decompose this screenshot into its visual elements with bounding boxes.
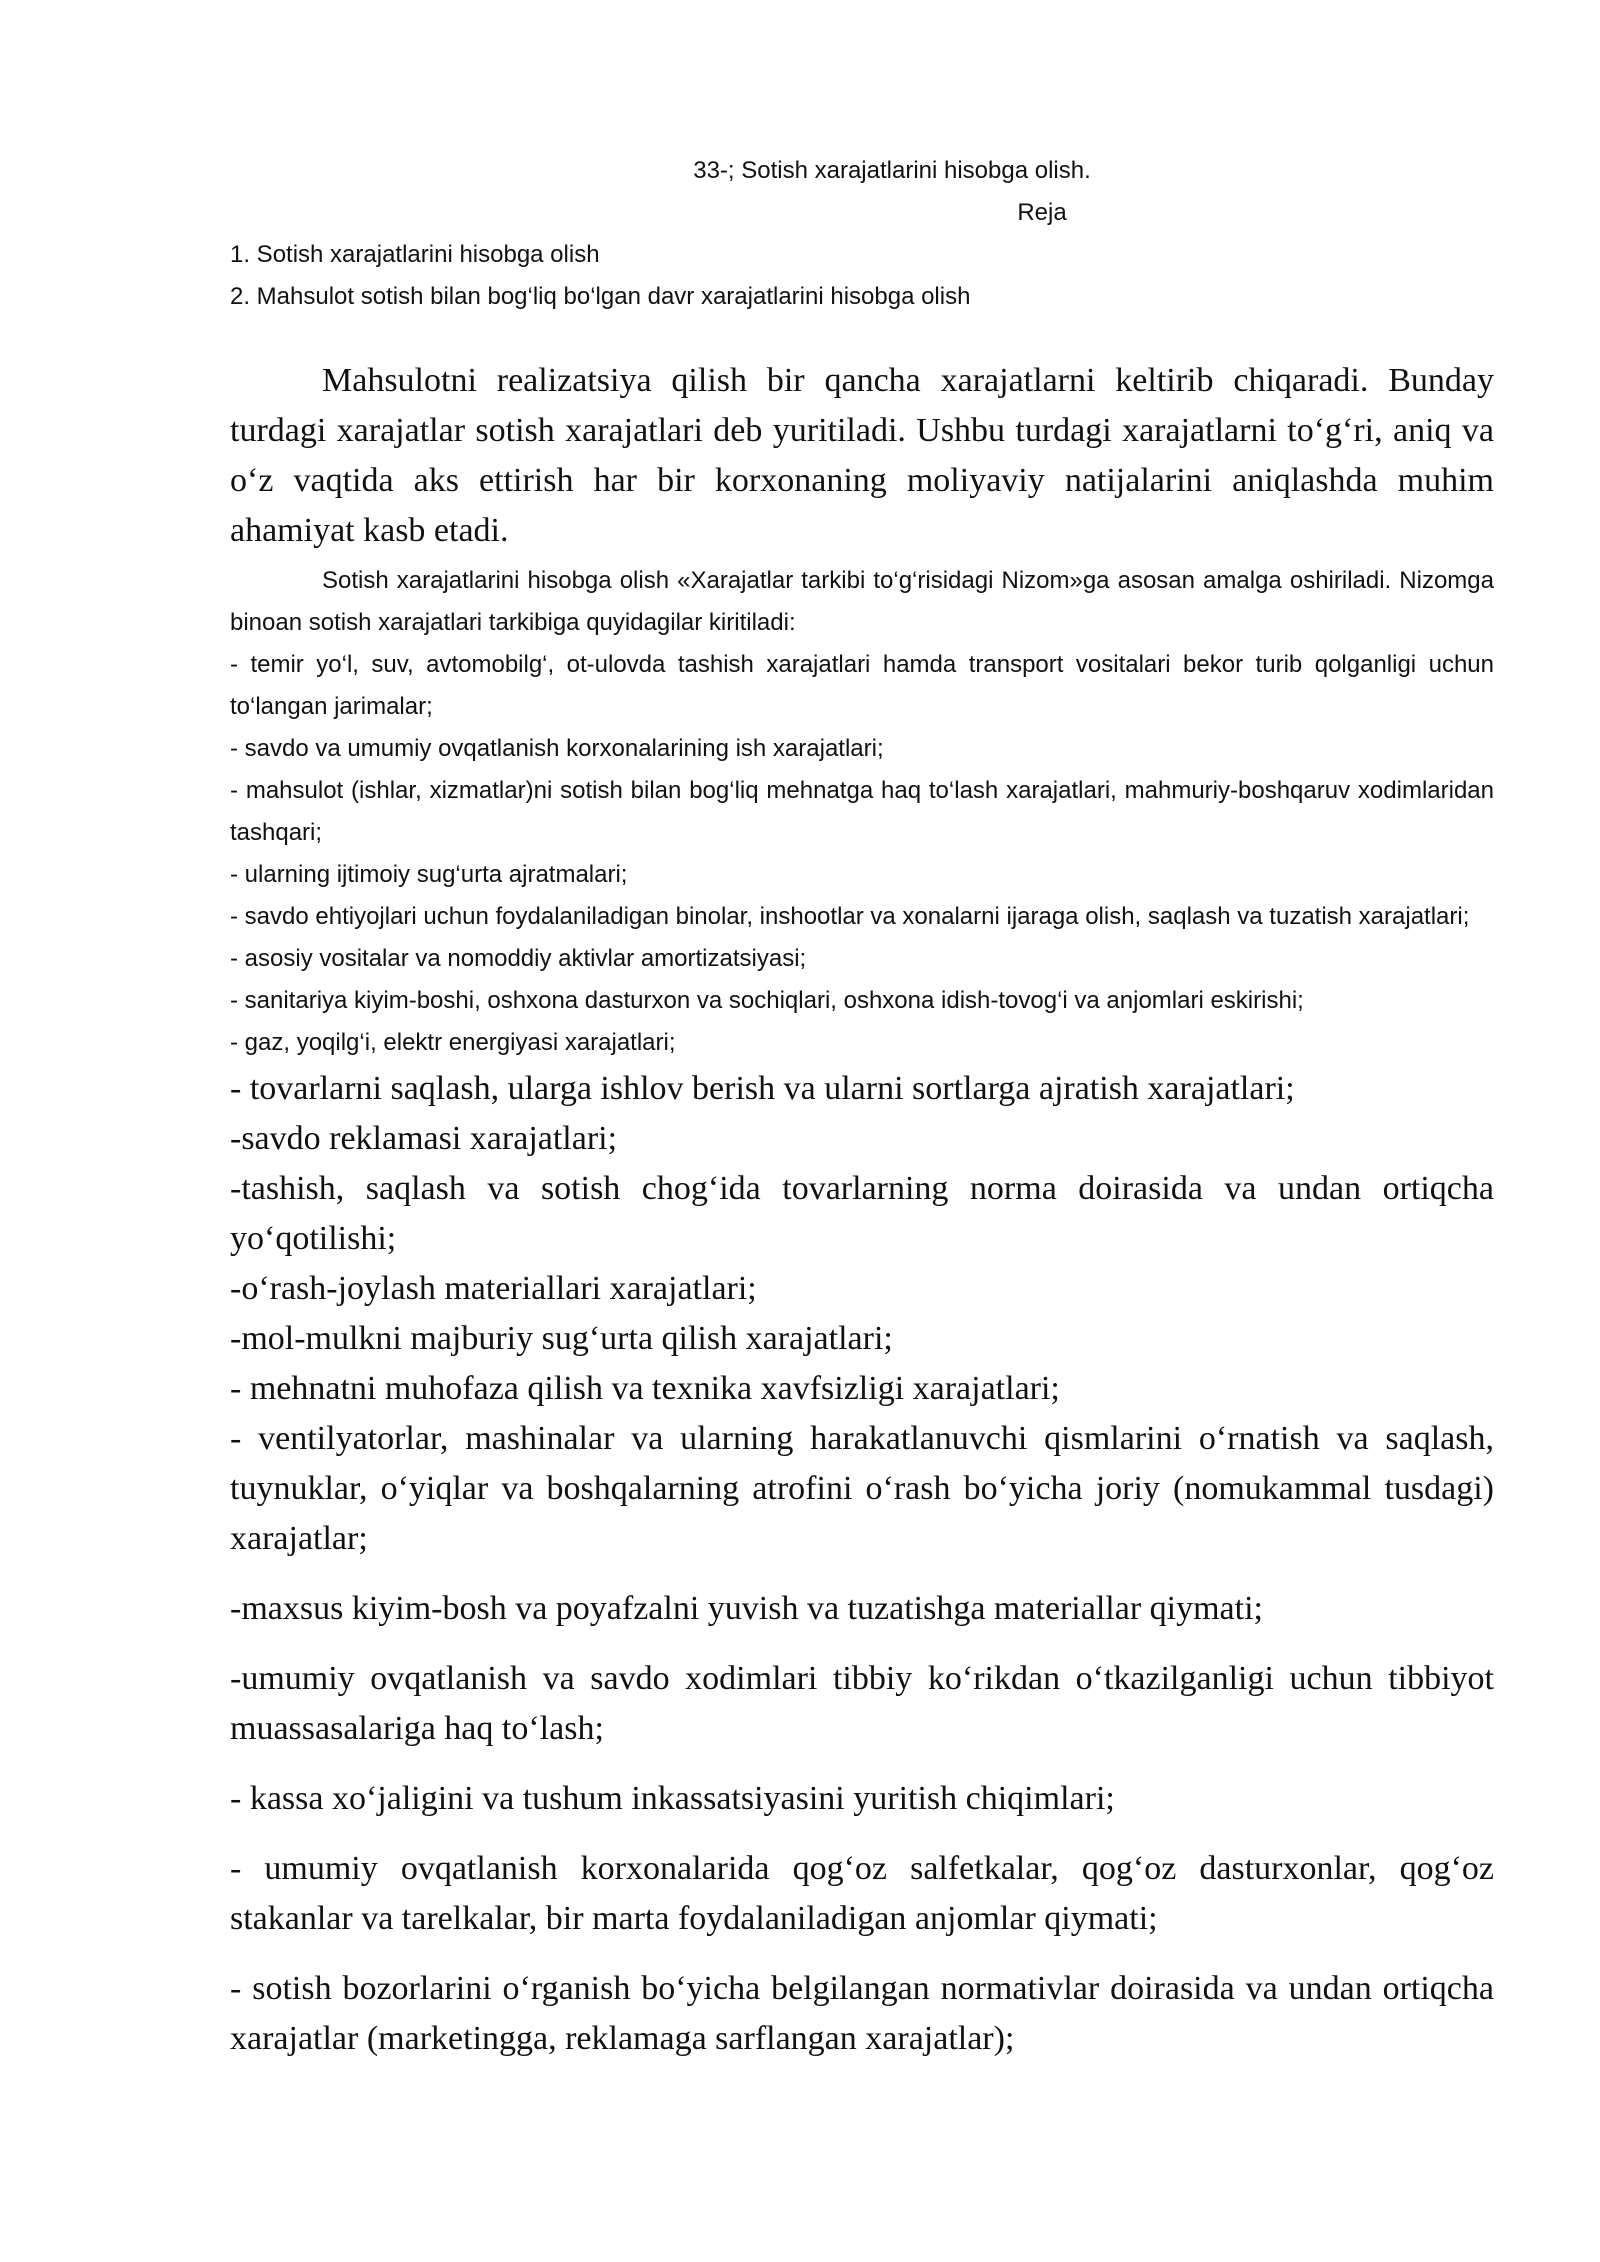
document-body xyxy=(230,150,1494,2064)
intro-paragraph: Sotish xarajatlarini hisobga olish «Xarajatlar tarkibi to‘g‘risidagi Nizom»ga asosan amalga oshiriladi. Nizomga binoan sotish xarajatlari tarkibiga quyidagilar kiritiladi: xyxy=(230,567,1494,636)
list-item: -o‘rash-joylash materiallari xarajatlari; xyxy=(230,1270,757,1307)
document-title: 33-; Sotish xarajatlarini hisobga olish. xyxy=(693,157,1091,184)
list-item: - asosiy vositalar va nomoddiy aktivlar amortizatsiyasi; xyxy=(230,945,807,972)
list-item: -maxsus kiyim-bosh va poyafzalni yuvish va tuzatishga materiallar qiymati; xyxy=(230,1590,1263,1627)
list-item: -tashish, saqlash va sotish chog‘ida tovarlarning norma doirasida va undan ortiqcha yo‘qotilishi; xyxy=(230,1170,1494,1257)
list-item: - umumiy ovqatlanish korxonalarida qog‘oz salfetkalar, qog‘oz dasturxonlar, qog‘oz stakanlar va tarelkalar, bir marta foydalaniladigan anjomlar qiymati; xyxy=(230,1850,1494,1937)
list-item: - ventilyatorlar, mashinalar va ularning harakatlanuvchi qismlarini o‘rnatish va saqlash, tuynuklar, o‘yiqlar va boshqalarning atrofini o‘rash bo‘yicha joriy (nomukammal tusdagi) xarajatlar; xyxy=(230,1420,1494,1557)
plan-item: 1. Sotish xarajatlarini hisobga olish xyxy=(230,241,600,268)
list-item: - gaz, yoqilg‘i, elektr energiyasi xarajatlari; xyxy=(230,1029,676,1056)
list-item: - mahsulot (ishlar, xizmatlar)ni sotish bilan bog‘liq mehnatga haq to‘lash xarajatlari, mahmuriy-boshqaruv xodimlaridan tashqari; xyxy=(230,777,1494,846)
list-item: - mehnatni muhofaza qilish va texnika xavfsizligi xarajatlari; xyxy=(230,1370,1060,1407)
plan-item: 2. Mahsulot sotish bilan bog‘liq bo‘lgan davr xarajatlarini hisobga olish xyxy=(230,283,971,310)
list-item: - savdo va umumiy ovqatlanish korxonalarining ish xarajatlari; xyxy=(230,735,884,762)
document-subtitle: Reja xyxy=(1017,199,1067,226)
list-item: - ularning ijtimoiy sug‘urta ajratmalari; xyxy=(230,861,628,888)
list-item: - tovarlarni saqlash, ularga ishlov berish va ularni sortlarga ajratish xarajatlari; xyxy=(230,1070,1295,1107)
lead-paragraph: Mahsulotni realizatsiya qilish bir qancha xarajatlarni keltirib chiqaradi. Bunday turdagi xarajatlar sotish xarajatlari deb yuritiladi. Ushbu turdagi xarajatlarni to‘g‘ri, aniq va o‘z vaqtida aks ettirish har bir korxonaning moliyaviy natijalarini aniqlashda muhim ahamiyat kasb etadi. xyxy=(230,362,1494,549)
list-item: -savdo reklamasi xarajatlari; xyxy=(230,1120,618,1157)
list-item: -mol-mulkni majburiy sug‘urta qilish xarajatlari; xyxy=(230,1320,893,1357)
list-item: - kassa xo‘jaligini va tushum inkassatsiyasini yuritish chiqimlari; xyxy=(230,1780,1115,1817)
list-item: -umumiy ovqatlanish va savdo xodimlari tibbiy ko‘rikdan o‘tkazilganligi uchun tibbiyot muassasalariga haq to‘lash; xyxy=(230,1660,1494,1747)
list-item: - sotish bozorlarini o‘rganish bo‘yicha belgilangan normativlar doirasida va undan ortiqcha xarajatlar (marketingga, reklamaga sarflangan xarajatlar); xyxy=(230,1970,1494,2057)
list-item: - sanitariya kiyim-boshi, oshxona dasturxon va sochiqlari, oshxona idish-tovog‘i va anjomlari eskirishi; xyxy=(230,987,1304,1014)
list-item: - savdo ehtiyojlari uchun foydalaniladigan binolar, inshootlar va xonalarni ijaraga olish, saqlash va tuzatish xarajatlari; xyxy=(230,903,1470,930)
list-item: - temir yo‘l, suv, avtomobilg‘, ot-ulovda tashish xarajatlari hamda transport vositalari bekor turib qolganligi uchun to‘langan jarimalar; xyxy=(230,651,1494,720)
